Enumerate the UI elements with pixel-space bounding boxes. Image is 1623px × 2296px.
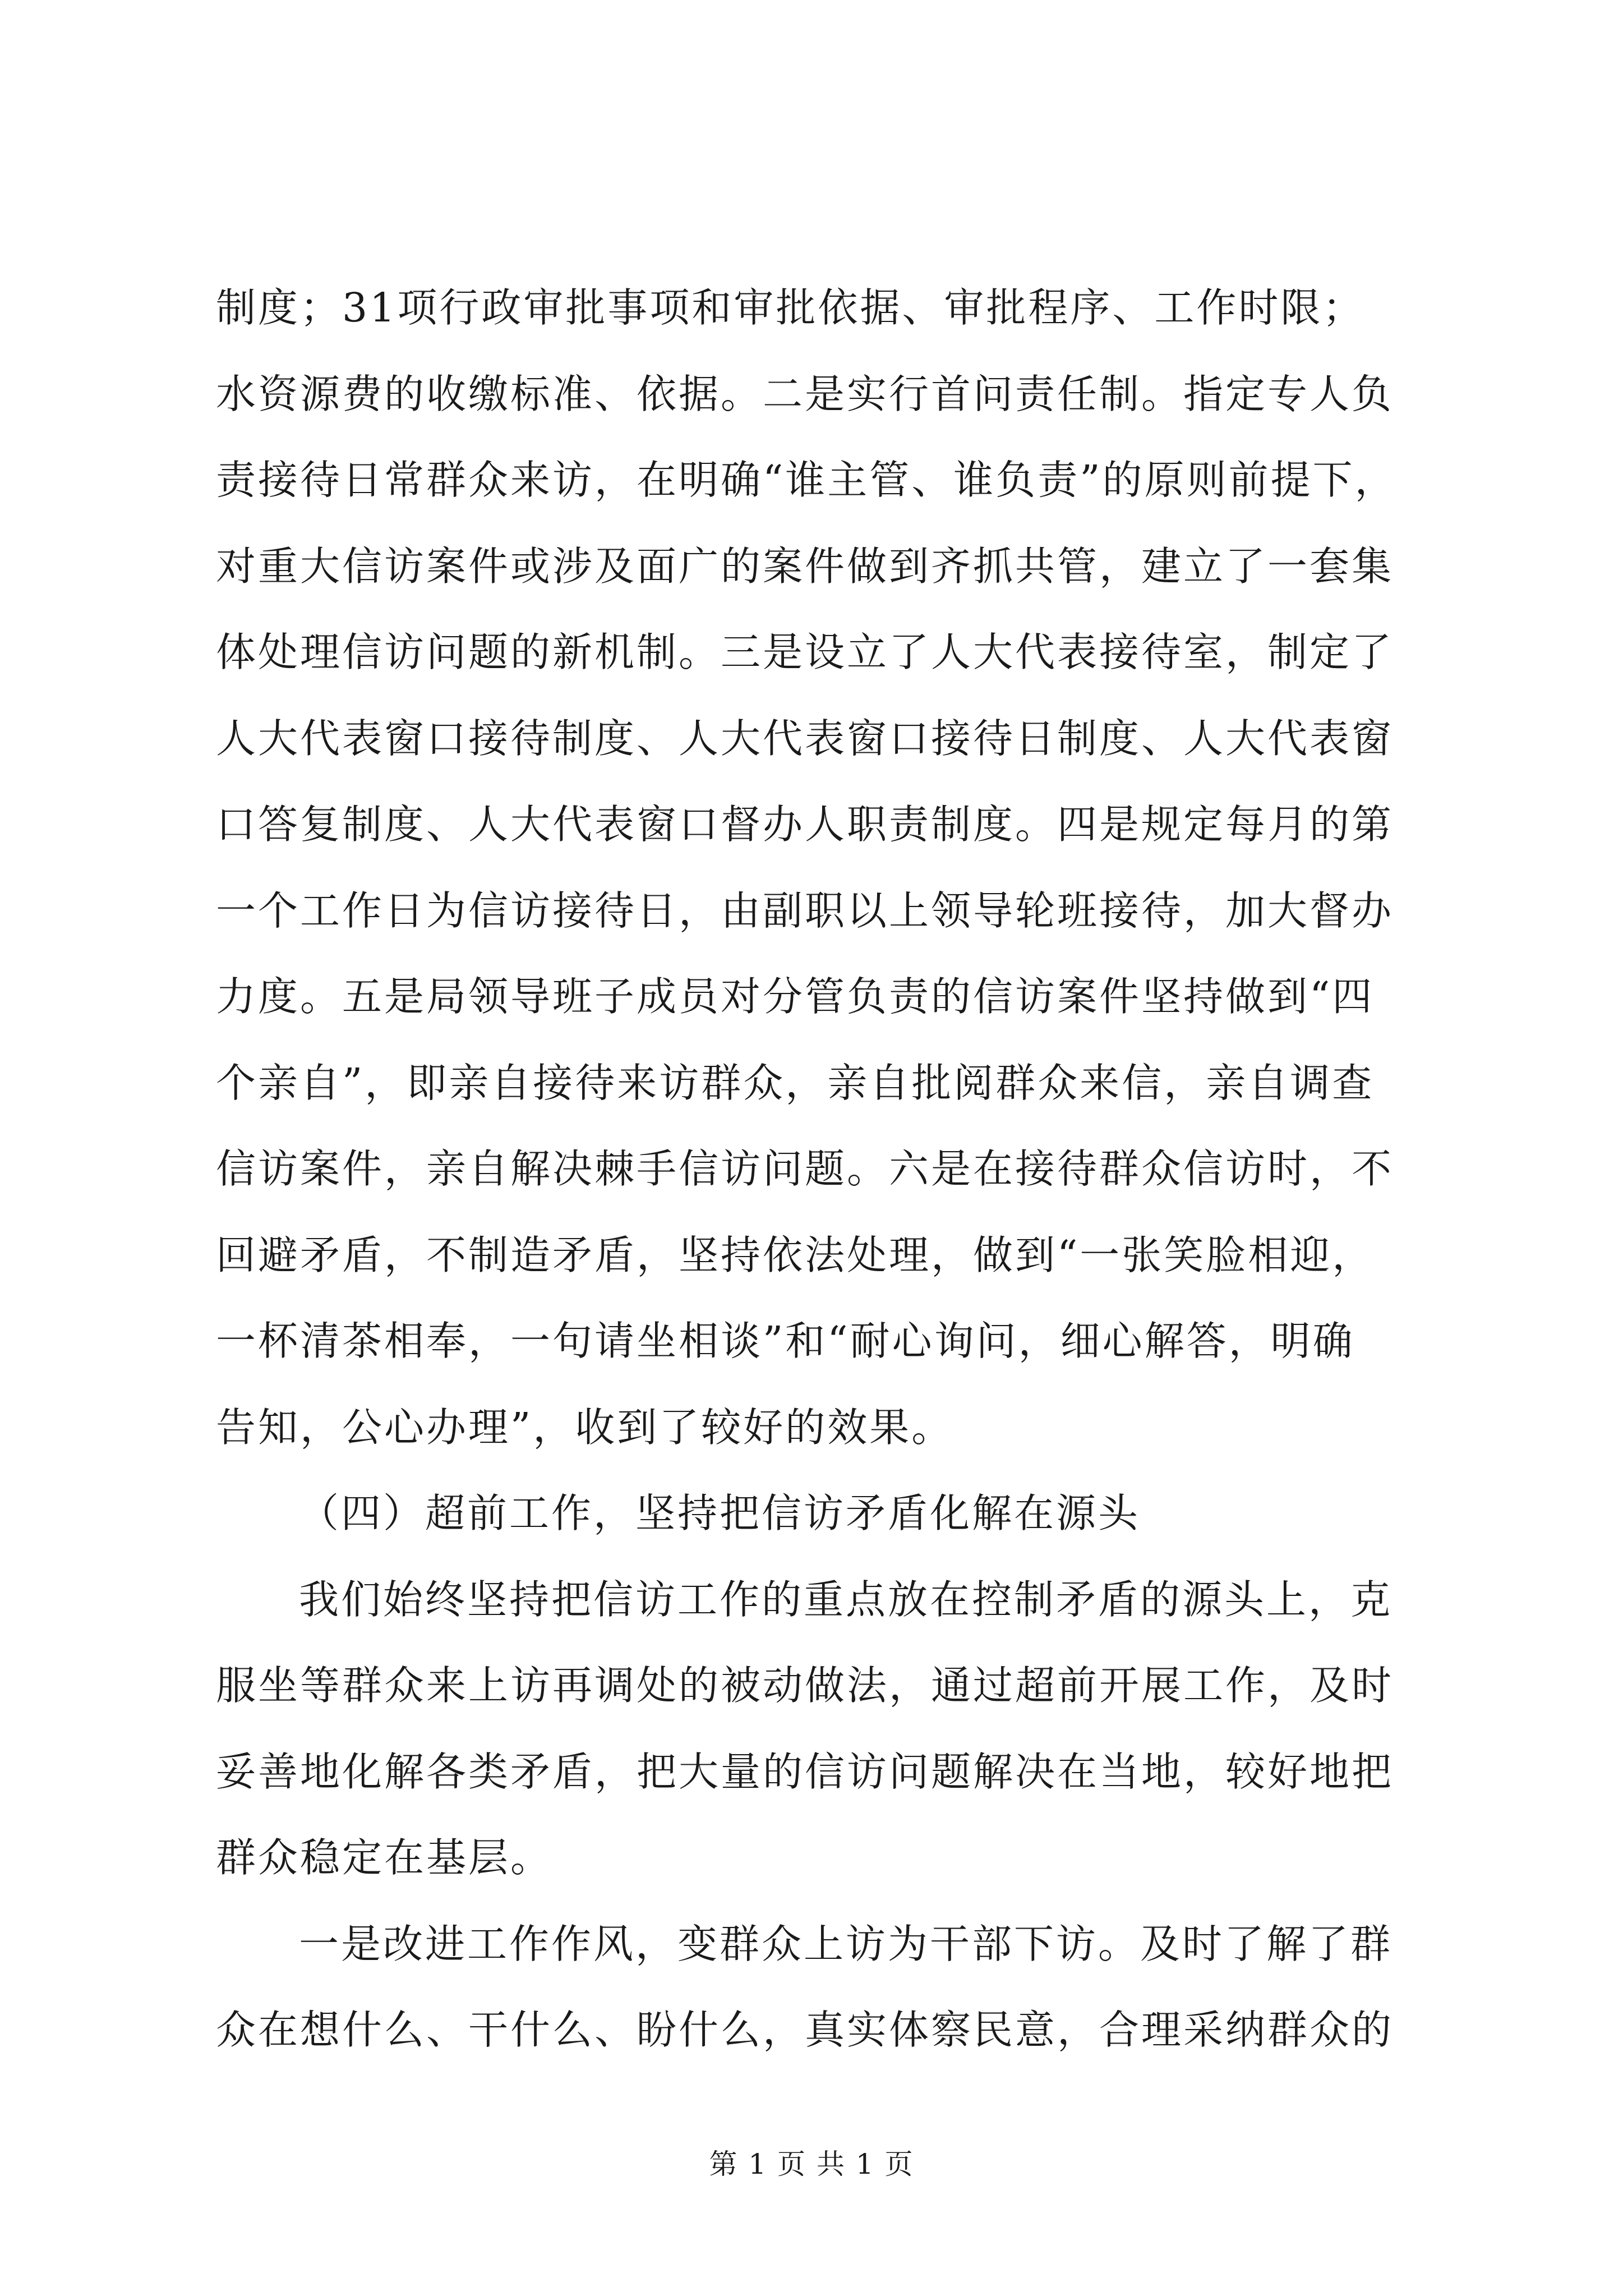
body-line: 告知，公心办理”，收到了较好的效果。 [216,1404,954,1451]
body-line: 人大代表窗口接待制度、人大代表窗口接待日制度、人大代表窗 [216,715,1394,762]
body-line: 一个工作日为信访接待日，由副职以上领导轮班接待，加大督办 [216,887,1394,934]
body-line: 回避矛盾，不制造矛盾，坚持依法处理，做到“一张笑脸相迎， [216,1231,1375,1278]
body-line: 一杯清茶相奉，一句请坐相谈”和“耐心询问，细心解答，明确 [216,1318,1355,1364]
body-line: 妥善地化解各类矛盾，把大量的信访问题解决在当地，较好地把 [216,1748,1394,1795]
body-line: 力度。五是局领导班子成员对分管负责的信访案件坚持做到“四 [216,973,1375,1020]
body-line: 制度；31项行政审批事项和审批依据、审批程序、工作时限； [216,284,1365,331]
page-number-footer: 第 1 页 共 1 页 [709,2148,914,2180]
body-line: 水资源费的收缴标准、依据。二是实行首问责任制。指定专人负 [216,370,1394,417]
document-body [216,265,1408,2073]
body-line: 个亲自”，即亲自接待来访群众，亲自批阅群众来信，亲自调查 [216,1059,1375,1106]
body-line: 体处理信访问题的新机制。三是设立了人大代表接待室，制定了 [216,629,1394,675]
paragraph-first-line: 一是改进工作作风，变群众上访为干部下访。及时了解了群 [299,1920,1393,1967]
body-line: 对重大信访案件或涉及面广的案件做到齐抓共管，建立了一套集 [216,542,1394,590]
body-line: 群众稳定在基层。 [216,1834,553,1881]
body-line: 众在想什么、干什么、盼什么，真实体察民意，合理采纳群众的 [216,2007,1394,2053]
section-heading: （四）超前工作，坚持把信访矛盾化解在源头 [299,1490,1141,1536]
body-line: 责接待日常群众来访，在明确“谁主管、谁负责”的原则前提下， [216,457,1397,503]
body-line: 服坐等群众来上访再调处的被动做法，通过超前开展工作，及时 [216,1662,1394,1709]
paragraph-first-line: 我们始终坚持把信访工作的重点放在控制矛盾的源头上，克 [299,1576,1393,1623]
body-line: 口答复制度、人大代表窗口督办人职责制度。四是规定每月的第 [216,801,1394,848]
body-line: 信访案件，亲自解决棘手信访问题。六是在接待群众信访时，不 [216,1145,1394,1192]
